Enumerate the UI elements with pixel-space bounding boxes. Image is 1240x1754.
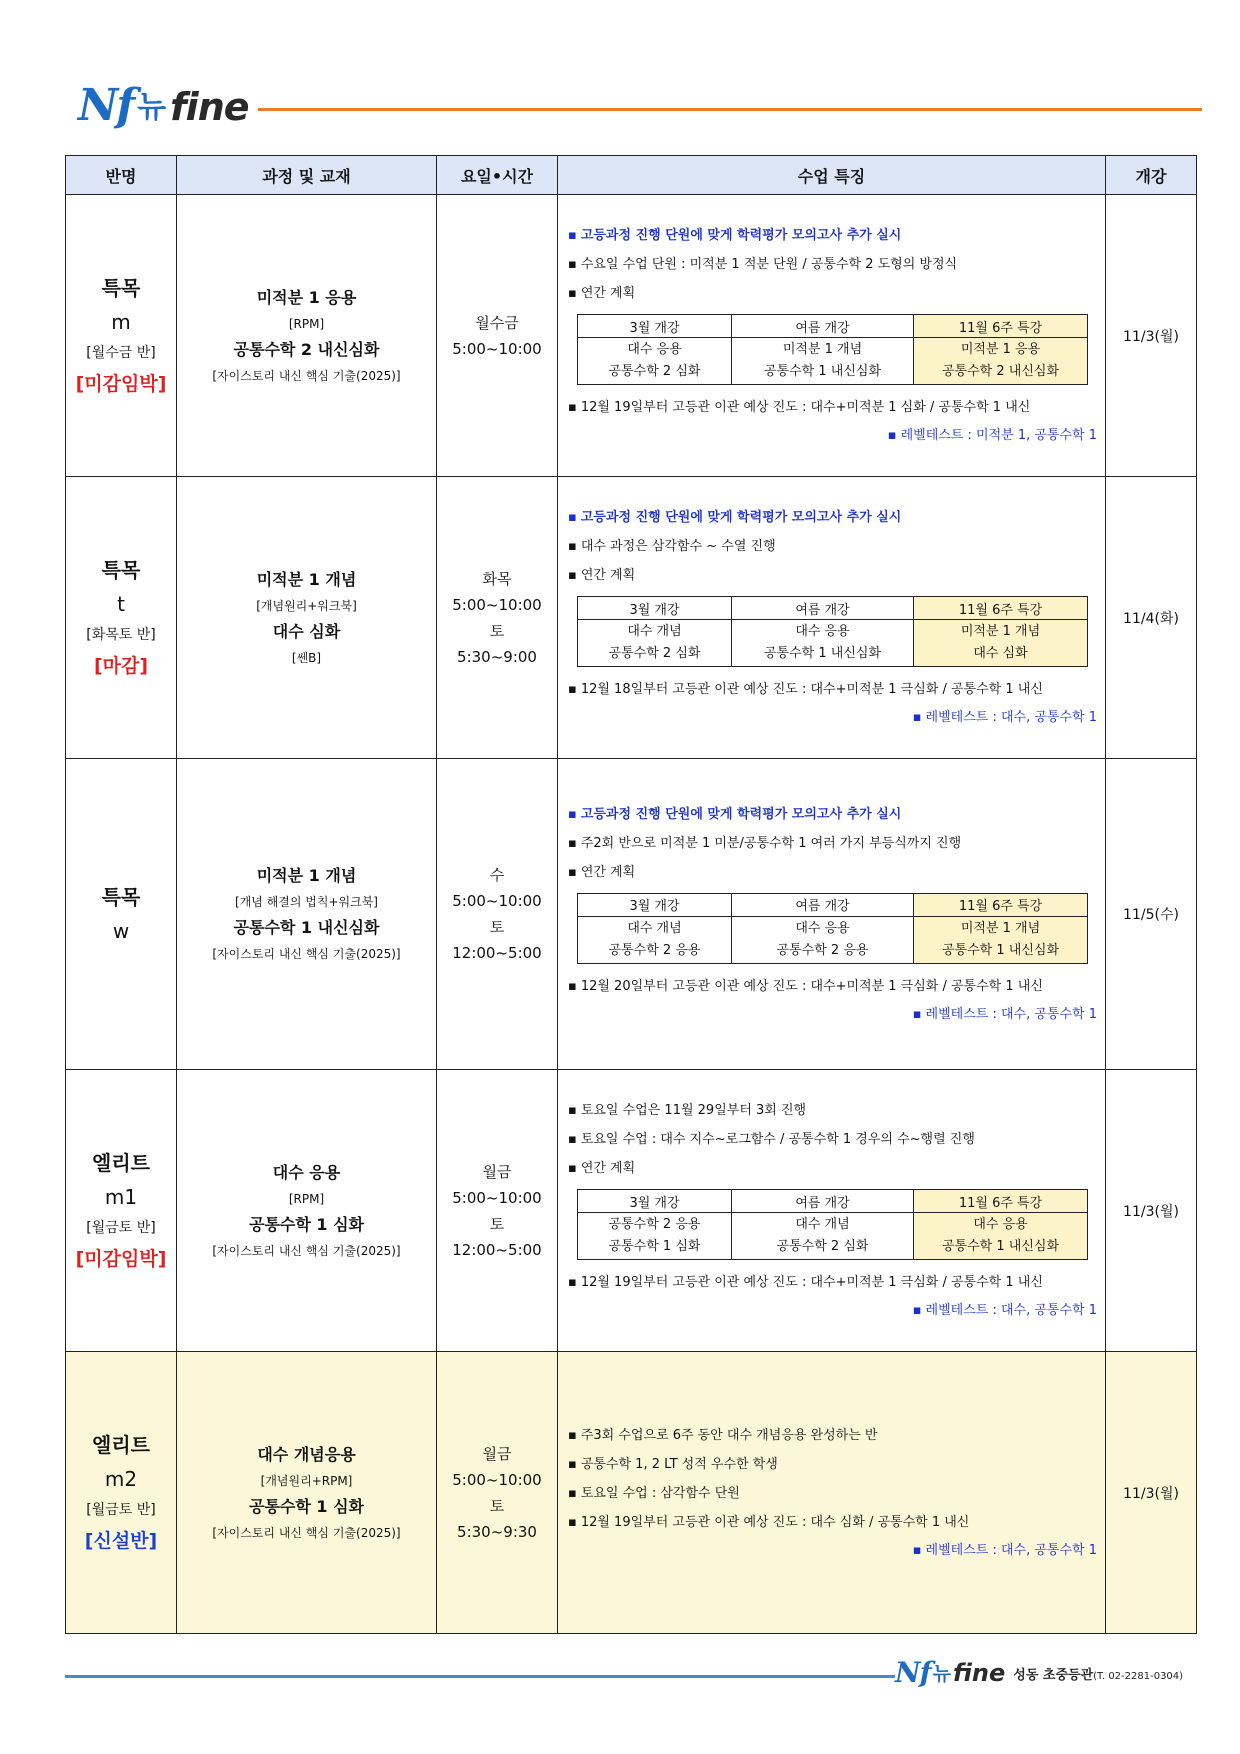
plan-head-summer: 여름 개강	[732, 597, 914, 620]
feature-item: ▪ 연간 계획	[568, 279, 1097, 308]
course-title-2: 공통수학 1 심화	[248, 1214, 364, 1234]
feature-item: ▪ 고등과정 진행 단원에 맞게 학력평가 모의고사 추가 실시	[568, 221, 1097, 250]
footer-logo-english: fine	[953, 1659, 1006, 1687]
course-cell	[177, 759, 437, 1070]
plan-cell-special: 미적분 1 응용 공통수학 2 내신심화	[914, 338, 1088, 385]
plan-head-summer: 여름 개강	[732, 315, 914, 338]
header-course: 과정 및 교재	[177, 156, 437, 195]
plan-cell-special: 미적분 1 개념 공통수학 1 내신심화	[914, 916, 1088, 963]
plan-head-special: 11월 6주 특강	[914, 597, 1088, 620]
header-features: 수업 특징	[558, 156, 1106, 195]
class-days: [화목토 반]	[86, 626, 156, 643]
level-test: ▪ 레벨테스트 : 대수, 공통수학 1	[568, 1537, 1097, 1565]
start-date: 11/3(월)	[1106, 195, 1197, 477]
brand-logo	[78, 78, 249, 131]
schedule-days: 월수금	[475, 313, 519, 332]
footer-phone: (T. 02-2281-0304)	[1093, 1671, 1184, 1682]
plan-cell-march: 대수 개념 공통수학 2 응용	[578, 916, 732, 963]
annual-plan-table	[577, 314, 1088, 385]
schedule-days: 토	[489, 918, 505, 936]
plan-head-summer: 여름 개강	[732, 1190, 914, 1213]
class-status: [마감]	[93, 654, 149, 677]
logo-korean: 뉴	[137, 90, 167, 125]
course-title-2: 공통수학 1 심화	[248, 1496, 364, 1516]
course-book-1: [RPM]	[288, 1191, 325, 1206]
annual-plan-table	[577, 1189, 1088, 1260]
footer-branch: 성동 초중등관	[1013, 1668, 1094, 1683]
plan-cell-march: 대수 개념 공통수학 2 심화	[578, 620, 732, 667]
feature-item: ▪ 수요일 수업 단원 : 미적분 1 적분 단원 / 공통수학 2 도형의 방정식	[568, 250, 1097, 279]
course-book-1: [RPM]	[288, 316, 325, 331]
class-schedule-table	[65, 155, 1197, 1634]
features-cell	[558, 1352, 1106, 1634]
page-header	[78, 72, 1202, 132]
table-row	[66, 477, 1197, 759]
level-test: ▪ 레벨테스트 : 대수, 공통수학 1	[568, 1001, 1097, 1029]
level-test: ▪ 레벨테스트 : 미적분 1, 공통수학 1	[568, 422, 1097, 450]
annual-plan-table	[577, 893, 1088, 964]
class-days: [월수금 반]	[86, 344, 156, 361]
schedule-cell	[437, 1070, 558, 1352]
footer-logo-korean: 뉴	[932, 1663, 951, 1685]
plan-head-march: 3월 개강	[578, 1190, 732, 1213]
course-title-2: 공통수학 2 내신심화	[233, 339, 380, 359]
plan-cell-special: 대수 응용 공통수학 1 내신심화	[914, 1213, 1088, 1260]
class-code: m1	[104, 1184, 138, 1209]
plan-head-march: 3월 개강	[578, 315, 732, 338]
feature-progress: ▪ 12월 18일부터 고등관 이관 예상 진도 : 대수+미적분 1 극심화 / 공통수학 1 내신	[568, 675, 1097, 704]
plan-head-special: 11월 6주 특강	[914, 1190, 1088, 1213]
class-name: 엘리트	[92, 1150, 150, 1175]
course-book-2: [자이스토리 내신 핵심 기출(2025)]	[212, 1525, 401, 1540]
class-name: 엘리트	[92, 1432, 150, 1457]
feature-item: ▪ 연간 계획	[568, 858, 1097, 887]
start-date: 11/3(월)	[1106, 1352, 1197, 1634]
course-title-2: 대수 심화	[272, 621, 341, 641]
plan-cell-march: 공통수학 2 응용 공통수학 1 심화	[578, 1213, 732, 1260]
course-title-1: 미적분 1 개념	[256, 866, 357, 885]
plan-cell-summer: 대수 응용 공통수학 2 응용	[732, 916, 914, 963]
schedule-days: 토	[489, 1496, 505, 1515]
class-code: m	[111, 309, 131, 334]
course-title-1: 대수 개념응용	[257, 1444, 356, 1464]
plan-head-march: 3월 개강	[578, 597, 732, 620]
course-book-1: [개념원리+RPM]	[260, 1473, 353, 1488]
feature-item: ▪ 연간 계획	[568, 561, 1097, 590]
schedule-days: 월금	[482, 1444, 512, 1463]
plan-head-special: 11월 6주 특강	[914, 315, 1088, 338]
logo-english: fine	[170, 85, 249, 129]
schedule-hours: 5:30~9:00	[457, 647, 537, 666]
schedule-days: 월금	[482, 1162, 512, 1181]
logo-mark: Nf	[78, 80, 134, 131]
plan-cell-summer: 대수 개념 공통수학 2 심화	[732, 1213, 914, 1260]
feature-item: ▪ 대수 과정은 삼각함수 ~ 수열 진행	[568, 532, 1097, 561]
feature-item: ▪ 주2회 반으로 미적분 1 미분/공통수학 1 여러 가지 부등식까지 진행	[568, 829, 1097, 858]
schedule-hours: 12:00~5:00	[452, 944, 542, 962]
header-divider	[258, 108, 1202, 111]
course-title-1: 대수 응용	[272, 1162, 341, 1182]
class-name-cell	[66, 1352, 177, 1634]
start-date: 11/5(수)	[1106, 759, 1197, 1070]
feature-item: ▪ 토요일 수업은 11월 29일부터 3회 진행	[568, 1096, 1097, 1125]
plan-head-special: 11월 6주 특강	[914, 893, 1088, 916]
schedule-days: 토	[489, 621, 505, 640]
class-days: [월금토 반]	[86, 1219, 156, 1236]
schedule-cell	[437, 477, 558, 759]
feature-progress: ▪ 12월 19일부터 고등관 이관 예상 진도 : 대수+미적분 1 심화 / 공통수학 1 내신	[568, 393, 1097, 422]
start-date: 11/4(화)	[1106, 477, 1197, 759]
course-book-2: [쎈B]	[291, 650, 322, 665]
feature-item: ▪ 주3회 수업으로 6주 동안 대수 개념응용 완성하는 반	[568, 1421, 1097, 1450]
class-code: t	[117, 591, 125, 616]
schedule-hours: 5:30~9:30	[457, 1522, 537, 1541]
level-test: ▪ 레벨테스트 : 대수, 공통수학 1	[568, 1297, 1097, 1325]
start-date: 11/3(월)	[1106, 1070, 1197, 1352]
course-cell	[177, 1070, 437, 1352]
class-status: [미감임박]	[75, 1247, 167, 1270]
course-book-2: [자이스토리 내신 핵심 기출(2025)]	[212, 1243, 401, 1258]
schedule-days: 수	[489, 866, 505, 884]
course-cell	[177, 195, 437, 477]
feature-item: ▪ 토요일 수업 : 삼각함수 단원	[568, 1479, 1097, 1508]
plan-cell-march: 대수 응용 공통수학 2 심화	[578, 338, 732, 385]
table-row	[66, 1070, 1197, 1352]
schedule-hours: 5:00~10:00	[452, 892, 542, 910]
schedule-cell	[437, 195, 558, 477]
annual-plan-table	[577, 596, 1088, 667]
class-code: m2	[104, 1466, 138, 1491]
footer-divider	[65, 1675, 895, 1678]
class-name-cell	[66, 195, 177, 477]
schedule-days: 토	[489, 1214, 505, 1233]
schedule-days: 화목	[482, 569, 512, 588]
schedule-cell	[437, 759, 558, 1070]
class-name-cell	[66, 1070, 177, 1352]
header-start-date: 개강	[1106, 156, 1197, 195]
features-cell	[558, 477, 1106, 759]
schedule-hours: 12:00~5:00	[452, 1240, 542, 1259]
header-class-name: 반명	[66, 156, 177, 195]
schedule-hours: 5:00~10:00	[452, 1470, 542, 1489]
features-cell	[558, 759, 1106, 1070]
course-book-1: [개념원리+워크북]	[256, 598, 357, 613]
table-row	[66, 759, 1197, 1070]
feature-item: ▪ 고등과정 진행 단원에 맞게 학력평가 모의고사 추가 실시	[568, 800, 1097, 829]
table-header-row	[66, 156, 1197, 195]
course-book-1: [개념 해결의 법칙+워크북]	[235, 895, 378, 909]
footer-logo-mark: Nf	[895, 1656, 931, 1689]
class-status: [미감임박]	[75, 372, 167, 395]
plan-cell-summer: 미적분 1 개념 공통수학 1 내신심화	[732, 338, 914, 385]
course-cell	[177, 477, 437, 759]
table-row-highlighted	[66, 1352, 1197, 1634]
feature-item: ▪ 고등과정 진행 단원에 맞게 학력평가 모의고사 추가 실시	[568, 503, 1097, 532]
feature-item: ▪ 공통수학 1, 2 LT 성적 우수한 학생	[568, 1450, 1097, 1479]
feature-progress: ▪ 12월 19일부터 고등관 이관 예상 진도 : 대수+미적분 1 극심화 / 공통수학 1 내신	[568, 1268, 1097, 1297]
schedule-hours: 5:00~10:00	[452, 339, 542, 358]
schedule-hours: 5:00~10:00	[452, 595, 542, 614]
class-name-cell	[66, 759, 177, 1070]
class-status: [신설반]	[84, 1529, 158, 1552]
class-days: [월금토 반]	[86, 1501, 156, 1518]
features-cell	[558, 195, 1106, 477]
schedule-hours: 5:00~10:00	[452, 1188, 542, 1207]
class-name-cell	[66, 477, 177, 759]
feature-item: ▪ 연간 계획	[568, 1154, 1097, 1183]
schedule-cell	[437, 1352, 558, 1634]
class-name: 특목	[101, 885, 141, 909]
class-code: w	[112, 919, 130, 943]
header-schedule: 요일•시간	[437, 156, 558, 195]
level-test: ▪ 레벨테스트 : 대수, 공통수학 1	[568, 704, 1097, 732]
class-name: 특목	[101, 557, 141, 582]
plan-head-summer: 여름 개강	[732, 893, 914, 916]
plan-cell-summer: 대수 응용 공통수학 1 내신심화	[732, 620, 914, 667]
class-name: 특목	[101, 275, 141, 300]
plan-head-march: 3월 개강	[578, 893, 732, 916]
course-cell	[177, 1352, 437, 1634]
feature-progress: ▪ 12월 19일부터 고등관 이관 예상 진도 : 대수 심화 / 공통수학 1 내신	[568, 1508, 1097, 1537]
table-row	[66, 195, 1197, 477]
feature-item: ▪ 토요일 수업 : 대수 지수~로그함수 / 공통수학 1 경우의 수~행렬 진행	[568, 1125, 1097, 1154]
course-title-1: 미적분 1 개념	[256, 569, 357, 589]
plan-cell-special: 미적분 1 개념 대수 심화	[914, 620, 1088, 667]
page-footer	[895, 1658, 1183, 1688]
feature-progress: ▪ 12월 20일부터 고등관 이관 예상 진도 : 대수+미적분 1 극심화 / 공통수학 1 내신	[568, 972, 1097, 1001]
course-book-2: [자이스토리 내신 핵심 기출(2025)]	[212, 947, 401, 961]
course-book-2: [자이스토리 내신 핵심 기출(2025)]	[212, 368, 401, 383]
course-title-2: 공통수학 1 내신심화	[233, 918, 380, 937]
course-title-1: 미적분 1 응용	[256, 287, 357, 307]
features-cell	[558, 1070, 1106, 1352]
